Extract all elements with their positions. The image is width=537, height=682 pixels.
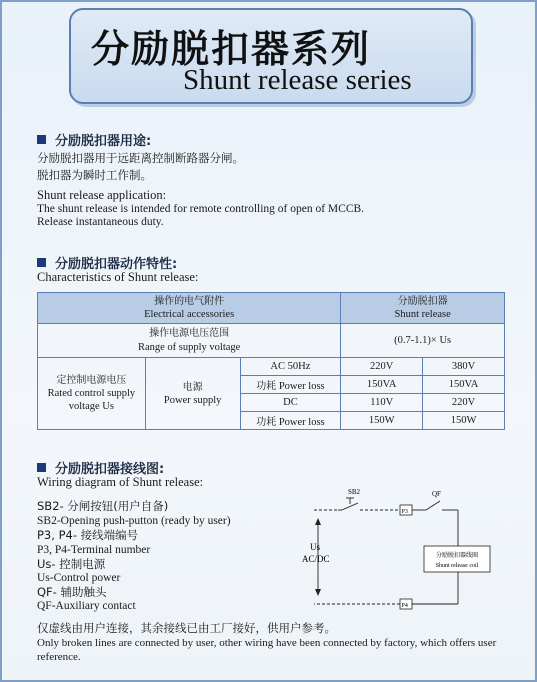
page-title-cn: 分励脱扣器系列 <box>91 27 372 71</box>
arrow-up-icon <box>315 518 321 525</box>
qf-label: QF <box>432 490 441 498</box>
application-cn-line2: 脱扣器为瞬时工作制。 <box>37 168 152 182</box>
legend-item: Us-Control power <box>37 572 121 584</box>
coil-label-cn: 分励脱扣器线圈 <box>435 552 479 559</box>
table-cell: 操作电源电压范围 Range of supply voltage <box>38 324 341 358</box>
p3-label: P3 <box>401 509 408 515</box>
footnote-cn: 仅虚线由用户连接，其余接线已由工厂接好，供用户参考。 <box>37 621 336 635</box>
bullet-square-icon <box>37 463 46 472</box>
application-en-line2: Release instantaneous duty. <box>37 216 164 228</box>
legend-item: SB2- 分闸按钮(用户自备) <box>37 499 169 513</box>
application-en-line1: The shunt release is intended for remote controlling of open of MCCB. <box>37 203 365 215</box>
table-cell: 220V <box>423 394 505 412</box>
legend-item: SB2-Opening push-putton (ready by user) <box>37 515 231 527</box>
legend-item: P3, P4- 接线端编号 <box>37 528 139 542</box>
table-cell: 110V <box>341 394 423 412</box>
legend-item: QF-Auxiliary contact <box>37 600 136 612</box>
application-en-heading: Shunt release application: <box>37 188 167 202</box>
table-cell: 150VA <box>423 376 505 394</box>
bullet-square-icon <box>37 258 46 267</box>
table-cell: 功耗 Power loss <box>240 412 341 430</box>
footnote-en-line2: reference. <box>37 651 81 663</box>
table-cell: 380V <box>423 358 505 376</box>
table-cell: (0.7-1.1)× Us <box>341 324 505 358</box>
table-cell: 150W <box>341 412 423 430</box>
characteristics-en-heading: Characteristics of Shunt release: <box>37 270 199 284</box>
table-header-cell: 操作的电气附件 Electrical accessories <box>38 293 341 324</box>
table-row <box>38 324 505 358</box>
table-row <box>38 358 505 376</box>
table-cell: 电源 Power supply <box>145 358 240 430</box>
title-banner <box>69 8 473 104</box>
footnote <box>37 621 517 664</box>
wiring-diagram <box>298 484 528 614</box>
section-heading-application: 分励脱扣器用途: <box>37 130 151 149</box>
table-cell: 150VA <box>341 376 423 394</box>
acdc-label: AC/DC <box>302 554 330 564</box>
table-cell: DC <box>240 394 341 412</box>
application-cn-line1: 分励脱扣器用于远距离控制断路器分闸。 <box>37 151 244 165</box>
section-heading-characteristics: 分励脱扣器动作特性: <box>37 253 177 272</box>
wiring-en-heading: Wiring diagram of Shunt release: <box>37 475 204 489</box>
table-cell: 220V <box>341 358 423 376</box>
sb2-switch <box>342 503 358 510</box>
table-cell: 定控制电源电压 Rated control supply voltage Us <box>38 358 146 430</box>
qf-contact <box>426 501 440 510</box>
characteristics-table <box>37 292 505 430</box>
table-cell: 功耗 Power loss <box>240 376 341 394</box>
section-heading-wiring: 分励脱扣器接线图: <box>37 458 164 477</box>
legend-item: Us- 控制电源 <box>37 557 106 571</box>
arrow-down-icon <box>315 589 321 596</box>
p4-label: P4 <box>401 603 408 609</box>
table-header-row <box>38 293 505 324</box>
legend-item: P3, P4-Terminal number <box>37 544 151 556</box>
footnote-en-line1: Only broken lines are connected by user, other wiring have been connected by factory, which offers user <box>37 637 497 649</box>
table-header-cell: 分励脱扣器 Shunt release <box>341 293 505 324</box>
bullet-square-icon <box>37 135 46 144</box>
table-cell: 150W <box>423 412 505 430</box>
us-label: Us <box>310 542 321 552</box>
coil-label-en: Shunt release coil <box>435 563 479 569</box>
sb2-label: SB2 <box>348 488 361 496</box>
page-title-en: Shunt release series <box>183 64 412 96</box>
table-cell: AC 50Hz <box>240 358 341 376</box>
legend-item: QF- 辅助触头 <box>37 585 107 599</box>
